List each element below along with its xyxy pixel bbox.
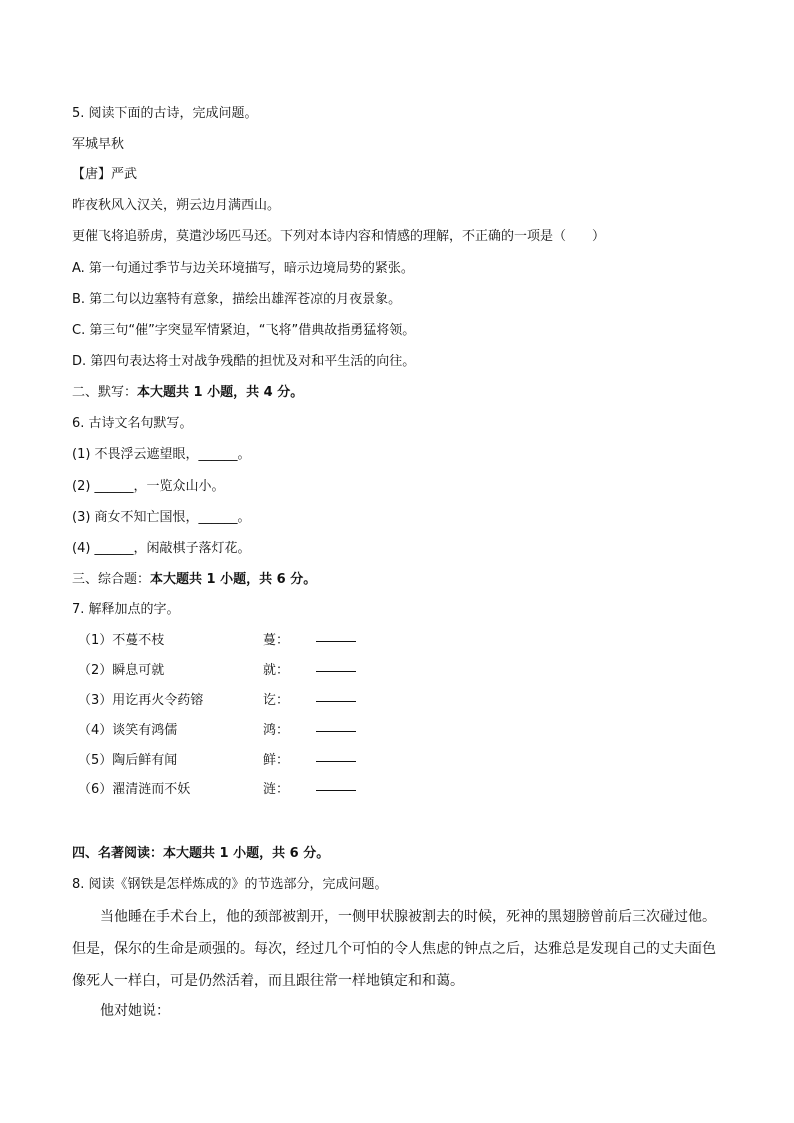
q5-option-c: C. 第三句“催”字突显军情紧迫，“飞将”借典故指勇猛将领。	[72, 323, 416, 338]
section-2-info: 本大题共 1 小题，共 4 分。	[137, 385, 304, 400]
q5-option-d: D. 第四句表达将士对战争残酷的担忧及对和平生活的向往。	[72, 354, 416, 369]
q7-phrase: （1）不蔓不枝	[78, 633, 165, 648]
poem-title: 军城早秋	[72, 137, 125, 152]
answer-blank[interactable]	[316, 790, 356, 791]
section-3-heading	[72, 572, 316, 588]
q6-item-2: (2) ______，一览众山小。	[72, 479, 225, 494]
answer-blank[interactable]	[316, 701, 356, 702]
q7-row	[78, 629, 378, 647]
q7-phrase: （6）濯清涟而不妖	[78, 782, 191, 797]
q7-stem: 7. 解释加点的字。	[72, 602, 180, 617]
q7-row	[78, 778, 378, 796]
q7-row	[78, 749, 378, 767]
q7-char: 鲜：	[263, 753, 290, 768]
q7-row	[78, 719, 378, 737]
section-4-heading: 四、名著阅读：本大题共 1 小题，共 6 分。	[72, 846, 330, 861]
q6-item-3: (3) 商女不知亡国恨，______。	[72, 510, 251, 525]
section-2-prefix: 二、默写：	[72, 385, 138, 400]
q6-stem: 6. 古诗文名句默写。	[72, 416, 193, 431]
section-3-info: 本大题共 1 小题，共 6 分。	[150, 572, 317, 587]
answer-blank[interactable]	[316, 731, 356, 732]
q7-phrase: （4）谈笑有鸿儒	[78, 723, 178, 738]
section-2-heading	[72, 385, 303, 401]
excerpt-paragraph-2: 他对她说：	[100, 1003, 170, 1019]
q7-char: 就：	[263, 663, 290, 678]
q7-char: 讫：	[263, 693, 290, 708]
poem-author: 【唐】严武	[72, 167, 138, 182]
q6-item-4: (4) ______，闲敲棋子落灯花。	[72, 541, 251, 556]
q7-phrase: （5）陶后鲜有闻	[78, 753, 178, 768]
section-3-prefix: 三、综合题：	[72, 572, 151, 587]
q8-stem: 8. 阅读《钢铁是怎样炼成的》的节选部分，完成问题。	[72, 877, 388, 892]
poem-line-1: 昨夜秋风入汉关，朔云边月满西山。	[72, 198, 281, 213]
answer-blank[interactable]	[316, 641, 356, 642]
q7-row	[78, 689, 378, 707]
q5-option-a: A. 第一句通过季节与边关环境描写，暗示边境局势的紧张。	[72, 261, 414, 276]
answer-blank[interactable]	[316, 761, 356, 762]
q7-char: 鸿：	[263, 723, 290, 738]
q6-item-1: (1) 不畏浮云遮望眼，______。	[72, 447, 251, 462]
q5-stem: 5. 阅读下面的古诗，完成问题。	[72, 106, 258, 121]
q7-phrase: （2）瞬息可就	[78, 663, 165, 678]
q7-row	[78, 659, 378, 677]
q7-char: 蔓：	[263, 633, 290, 648]
excerpt-paragraph-1: 当他睡在手术台上，他的颈部被割开，一侧甲状腺被割去的时候，死神的黑翅膀曾前后三次碰过他。但是，保尔的生命是顽强的。每次，经过几个可怕的令人焦虑的钟点之后，达雅总是发现自己的丈夫面色像死人一样白，可是仍然活着，而且跟往常一样地镇定和和蔼。	[72, 909, 716, 989]
answer-blank[interactable]	[316, 671, 356, 672]
q7-phrase: （3）用讫再火令药镕	[78, 693, 204, 708]
poem-line-2-and-question: 更催飞将追骄虏，莫遣沙场匹马还。下列对本诗内容和情感的理解，不正确的一项是（ ）	[72, 229, 606, 244]
q5-option-b: B. 第二句以边塞特有意象，描绘出雄浑苍凉的月夜景象。	[72, 292, 402, 307]
q7-char: 涟：	[263, 782, 290, 797]
